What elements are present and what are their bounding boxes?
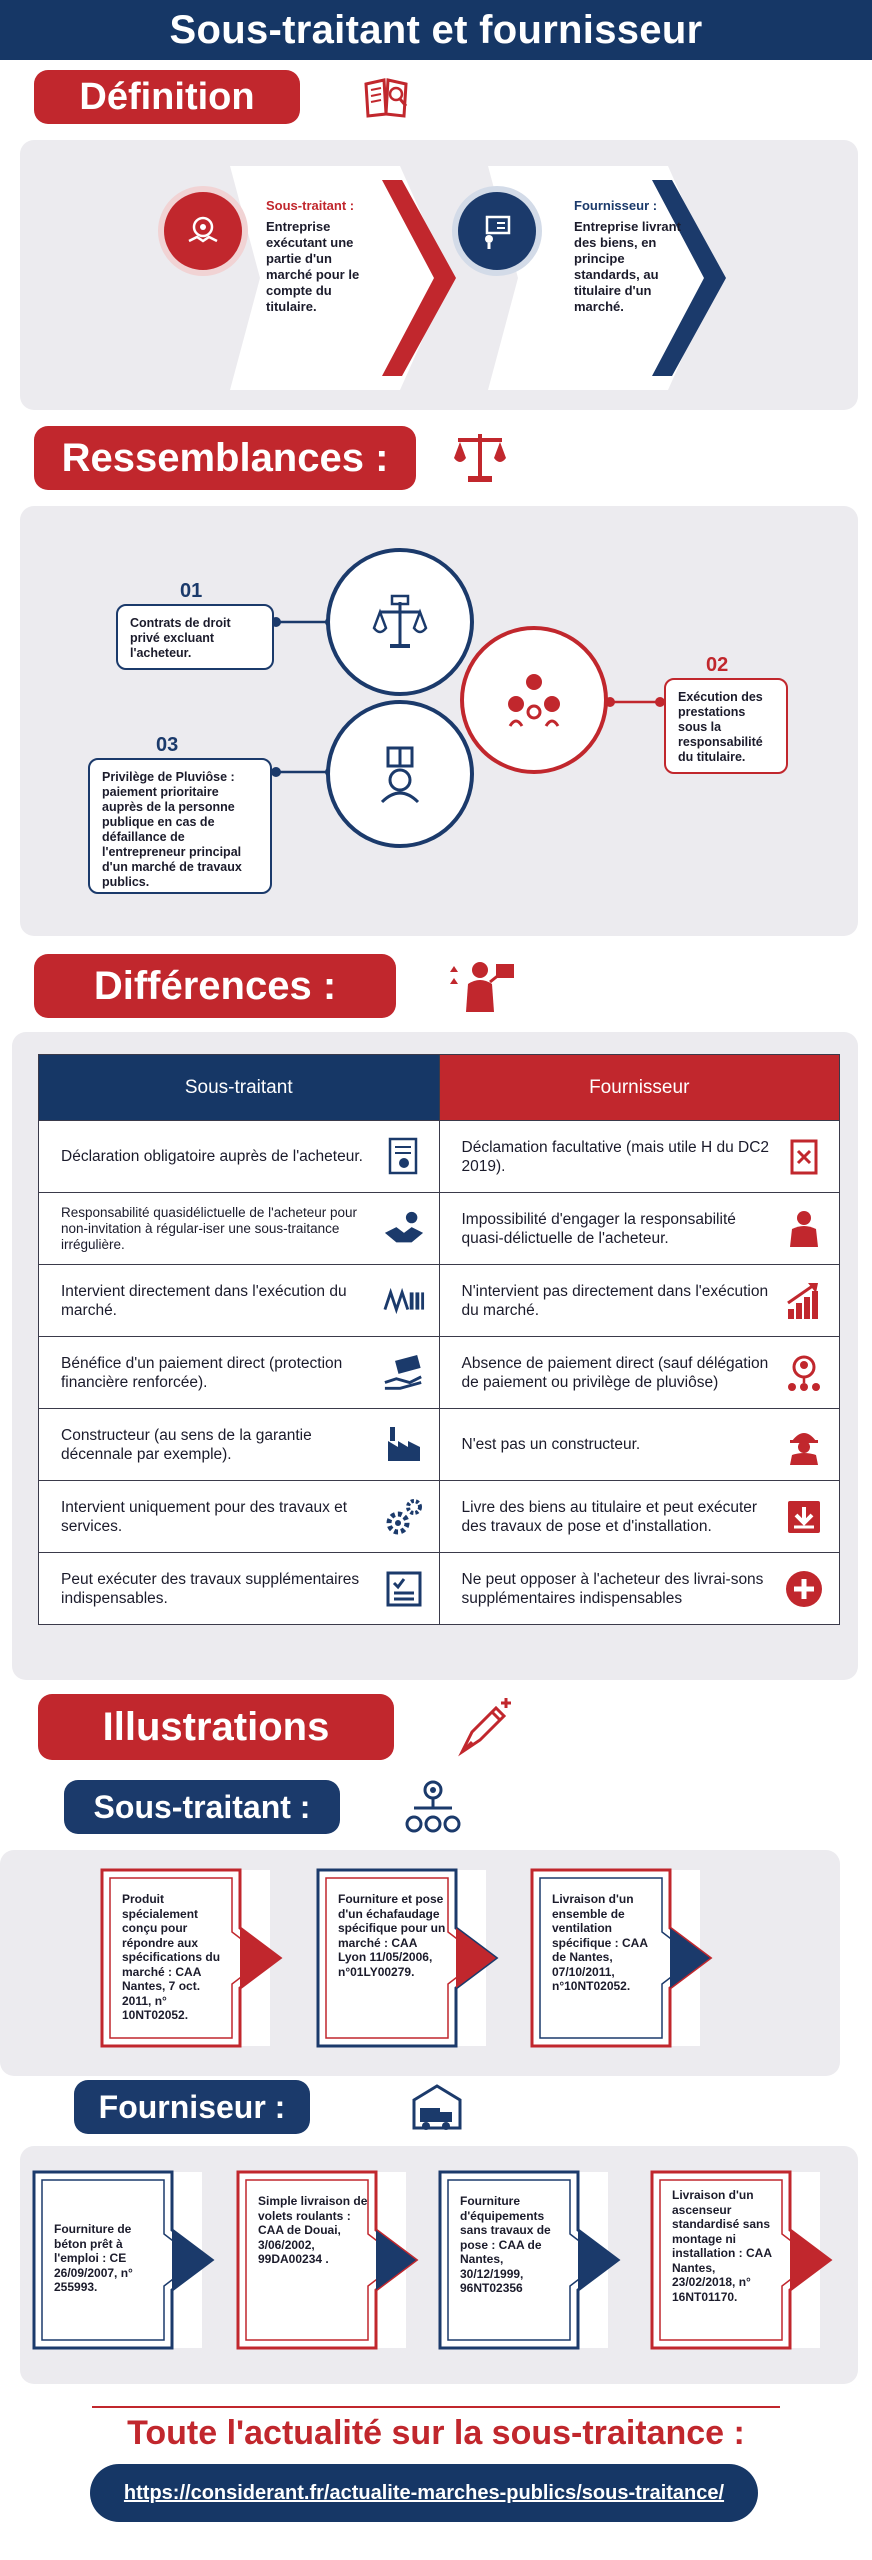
table-cell	[39, 1481, 440, 1553]
hierarchy-icon	[404, 1780, 462, 1836]
presenter-icon	[446, 958, 518, 1014]
contract-scale-icon	[368, 590, 432, 654]
ressemblance-circle-03	[326, 700, 474, 848]
cell-text: Constructeur (au sens de la garantie décennale par exemple).	[61, 1426, 312, 1463]
delivery-board-icon	[477, 211, 517, 251]
cell-text: Déclaration obligatoire auprès de l'acheteur.	[61, 1148, 363, 1165]
cell-text: Impossibilité d'engager la responsabilité quasi-délictuelle de l'acheteur.	[461, 1210, 736, 1247]
fournisseur-def-title: Fournisseur :	[574, 198, 658, 213]
ressemblance-box-02: Exécution des prestations sous la responsabilité du titulaire.	[664, 678, 788, 774]
cell-text: Responsabilité quasidélictuelle de l'acheteur pour non-invitation à régular-iser une sous-traitance irrégulière.	[61, 1204, 358, 1252]
definition-fournisseur-card	[448, 160, 768, 396]
definition-heading: Définition	[34, 70, 300, 124]
table-cell	[439, 1337, 840, 1409]
handshake-gear-icon	[183, 211, 223, 251]
table-cell	[439, 1193, 840, 1265]
page-title: Sous-traitant et fournisseur	[0, 0, 872, 60]
plus-circle-icon	[783, 1568, 825, 1610]
ressemblance-number-01: 01	[180, 580, 203, 602]
cell-text: Déclamation facultative (mais utile H du DC2 2019).	[461, 1138, 770, 1175]
ressemblance-number-02: 02	[706, 654, 729, 676]
column-header-fournisseur: Fournisseur	[439, 1055, 840, 1121]
definition-sous-traitant-card	[150, 160, 470, 396]
differences-heading: Différences :	[34, 954, 396, 1018]
table-cell	[439, 1265, 840, 1337]
table-cell	[39, 1553, 440, 1625]
fournisseur-subheading: Fourniseur :	[74, 2080, 310, 2134]
ressemblance-box-03: Privilège de Pluviôse : paiement prioritaire auprès de la personne publique en cas de défaillance de l'entrepreneur principal d'un marché de travaux publics.	[88, 758, 272, 894]
table-row	[39, 1265, 840, 1337]
table-cell	[39, 1193, 440, 1265]
book-icon	[362, 72, 410, 122]
card-text: Fourniture de béton prêt à l'emploi : CE 26/09/2007, n° 255993.	[54, 2222, 133, 2294]
worker-helmet-icon	[783, 1424, 825, 1466]
illustration-card	[530, 1868, 720, 2048]
factory-icon	[383, 1424, 425, 1466]
pen-icon	[452, 1696, 516, 1758]
card-text: Fourniture et pose d'un échafaudage spécifique pour un marché : CAA Lyon 11/05/2006, n°01LY00279.	[338, 1892, 446, 1979]
growth-chart-icon	[783, 1280, 825, 1322]
table-row	[39, 1553, 840, 1625]
illustration-card	[236, 2170, 426, 2350]
footer-title: Toute l'actualité sur la sous-traitance :	[127, 2414, 745, 2452]
sous-traitant-circle	[158, 186, 248, 276]
fournisseur-def-text: Entreprise livrant des biens, en principe standards, au titulaire d'un marché.	[574, 219, 681, 314]
sous-traitance-link[interactable]: https://considerant.fr/actualite-marches-publics/sous-traitance/	[90, 2464, 758, 2522]
ressemblance-circle-01	[326, 548, 474, 696]
differences-table-wrap	[38, 1054, 840, 1625]
sous-traitant-subheading: Sous-traitant :	[64, 1780, 340, 1834]
table-cell	[39, 1265, 440, 1337]
illustration-card	[438, 2170, 628, 2350]
document-cross-icon	[783, 1136, 825, 1178]
ressemblance-number-03: 03	[156, 734, 179, 756]
ressemblances-heading: Ressemblances :	[34, 426, 416, 490]
cell-text: N'est pas un constructeur.	[461, 1436, 641, 1453]
footer-divider	[92, 2406, 780, 2408]
table-row	[39, 1481, 840, 1553]
team-gears-icon	[502, 668, 566, 732]
gift-person-icon	[368, 742, 432, 806]
table-cell	[39, 1121, 440, 1193]
table-cell	[39, 1409, 440, 1481]
table-cell	[39, 1337, 440, 1409]
illustration-card	[650, 2170, 840, 2350]
table-cell	[439, 1553, 840, 1625]
cell-text: Livre des biens au titulaire et peut exécuter des travaux de pose et d'installation.	[461, 1498, 758, 1535]
card-text: Produit spécialement conçu pour répondre aux spécifications du marché : CAA Nantes, 7 oct. 2011, n° 10NT02052.	[122, 1892, 221, 2022]
checklist-icon	[383, 1568, 425, 1610]
table-row	[39, 1337, 840, 1409]
differences-table	[38, 1054, 840, 1625]
column-header-sous-traitant: Sous-traitant	[39, 1055, 440, 1121]
illustration-card	[32, 2170, 222, 2350]
cell-text: N'intervient pas directement dans l'exécution du marché.	[461, 1282, 769, 1319]
scale-icon	[450, 430, 510, 484]
download-box-icon	[783, 1496, 825, 1538]
illustrations-heading: Illustrations	[38, 1694, 394, 1760]
table-row	[39, 1121, 840, 1193]
cell-text: Intervient uniquement pour des travaux et services.	[61, 1498, 348, 1535]
equipment-icon	[383, 1280, 425, 1322]
warehouse-truck-icon	[410, 2080, 464, 2134]
table-cell	[439, 1409, 840, 1481]
cell-text: Intervient directement dans l'exécution du marché.	[61, 1282, 347, 1319]
table-cell	[439, 1481, 840, 1553]
network-person-icon	[783, 1352, 825, 1394]
cell-text: Bénéfice d'un paiement direct (protection financière renforcée).	[61, 1354, 343, 1391]
table-cell	[439, 1121, 840, 1193]
illustration-card	[316, 1868, 506, 2048]
cell-text: Ne peut opposer à l'acheteur des livrai-sons supplémentaires indispensables	[461, 1570, 764, 1607]
card-text: Fourniture d'équipements sans travaux de pose : CAA de Nantes, 30/12/1999, 96NT02356	[460, 2194, 551, 2295]
fournisseur-circle	[452, 186, 542, 276]
cell-text: Peut exécuter des travaux supplémentaires indispensables.	[61, 1570, 360, 1607]
certificate-icon	[383, 1136, 425, 1178]
handshake-icon	[383, 1208, 425, 1250]
sous-traitant-def-text: Entreprise exécutant une partie d'un marché pour le compte du titulaire.	[266, 219, 360, 314]
gears-icon	[383, 1496, 425, 1538]
payment-hand-icon	[383, 1352, 425, 1394]
ressemblance-box-01: Contrats de droit privé excluant l'acheteur.	[116, 604, 274, 670]
card-text: Livraison d'un ascenseur standardisé sans montage ni installation : CAA Nantes, 23/02/2018, n° 16NT01170.	[672, 2188, 772, 2304]
card-text: Simple livraison de volets roulants : CAA de Douai, 3/06/2002, 99DA00234 .	[258, 2194, 368, 2266]
ressemblance-circle-02	[460, 626, 608, 774]
sous-traitant-def-title: Sous-traitant :	[266, 198, 355, 213]
table-row	[39, 1193, 840, 1265]
illustration-card	[100, 1868, 290, 2048]
cell-text: Absence de paiement direct (sauf délégation de paiement ou privilège de pluviôse)	[461, 1354, 769, 1391]
businessman-icon	[783, 1208, 825, 1250]
card-text: Livraison d'un ensemble de ventilation spécifique : CAA de Nantes, 07/10/2011, n°10NT02052.	[552, 1892, 648, 1993]
table-row	[39, 1409, 840, 1481]
